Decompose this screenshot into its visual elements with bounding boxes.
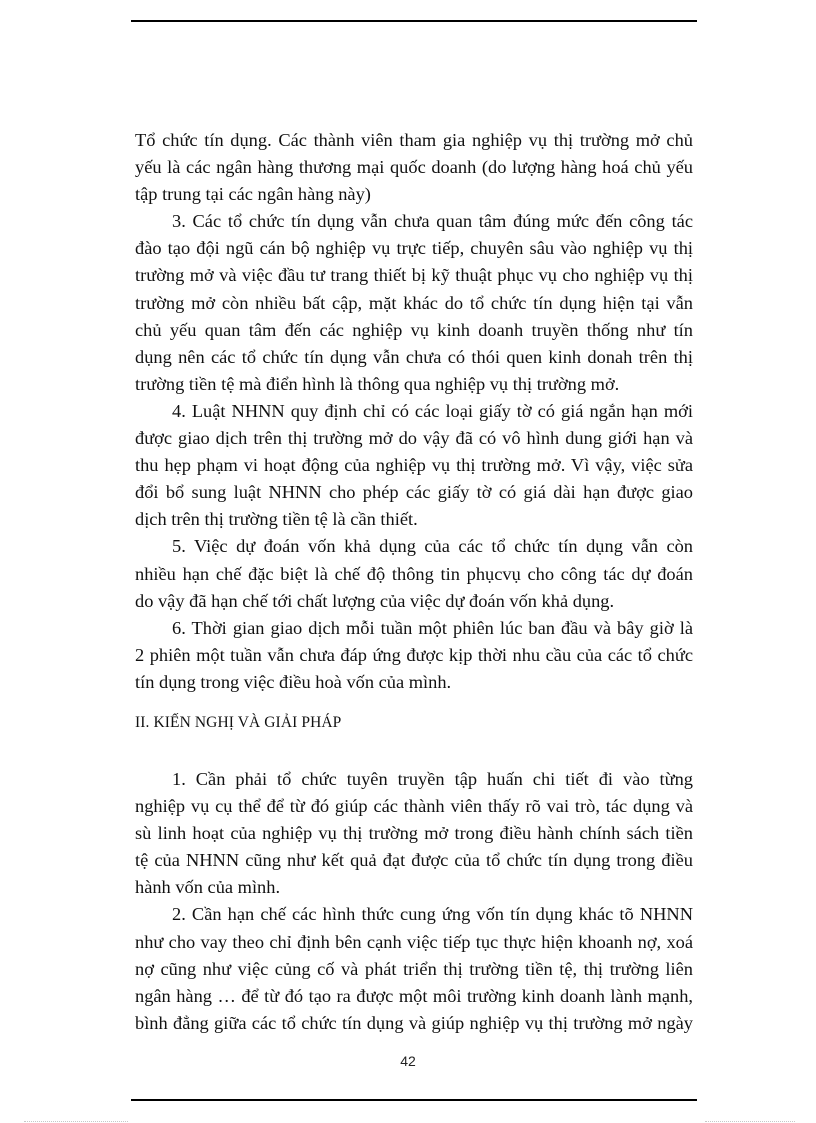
text-line: trường mở còn nhiều bất cập, mặt khác do tổ chức tín dụng hiện tại vẫn (135, 292, 693, 313)
text-line: hành vốn của mình. (135, 877, 281, 898)
text-line: đào tạo đội ngũ cán bộ nghiệp vụ trực tiếp, chuyên sâu vào nghiệp vụ thị (135, 238, 693, 259)
text-line: tập trung tại các ngân hàng này) (135, 184, 371, 205)
text-line: ngân hàng … để từ đó tạo ra được một môi trường kinh doanh lành mạnh, (135, 985, 693, 1006)
text-line: chủ yếu quan tâm đến các nghiệp vụ kinh doanh truyền thống như tín (135, 319, 693, 340)
section-heading: II. KIẾN NGHỊ VÀ GIẢI PHÁP (135, 713, 342, 731)
text-line: Tổ chức tín dụng. Các thành viên tham gia nghiệp vụ thị trường mở chủ (135, 130, 693, 150)
text-line: 5. Việc dự đoán vốn khả dụng của các tổ chức tín dụng vẫn còn (172, 536, 693, 557)
footer-rule (131, 1099, 697, 1101)
text-line: 4. Luật NHNN quy định chỉ có các loại giấy tờ có giá ngắn hạn mới (172, 400, 693, 421)
footer-dotted-rule-right (705, 1121, 795, 1122)
text-line: sù linh hoạt của nghiệp vụ thị trường mở trong điều hành chính sách tiền (135, 823, 693, 844)
text-line: nợ cũng như việc củng cố và phát triển thị trường tiền tệ, thị trường liên (135, 958, 693, 979)
text-line: trường mở và việc đầu tư trang thiết bị kỹ thuật phục vụ cho nghiệp vụ thị (135, 265, 693, 286)
text-line: 2 phiên một tuần vẫn chưa đáp ứng được kịp thời nhu cầu của các tổ chức (135, 644, 693, 665)
text-line: đổi bổ sung luật NHNN cho phép các giấy tờ có giá dài hạn được giao (135, 482, 693, 503)
text-line: yếu là các ngân hàng thương mại quốc doanh (do lượng hàng hoá chủ yếu (135, 157, 693, 178)
text-line: trường tiền tệ mà điển hình là thông qua nghiệp vụ thị trường mở. (135, 373, 620, 394)
page-body (135, 127, 693, 1037)
text-line: thu hẹp phạm vi hoạt động của nghiệp vụ thị trường mở. Vì vậy, việc sửa (135, 455, 693, 476)
intro-paragraph (135, 127, 693, 208)
paragraph-item-4 (135, 398, 693, 533)
text-line: 6. Thời gian giao dịch mỗi tuần một phiên lúc ban đầu và bây giờ là (172, 617, 693, 638)
text-line: nhiều hạn chế đặc biệt là chế độ thông tin phụcvụ cho công tác dự đoán (135, 563, 693, 584)
text-line: 3. Các tổ chức tín dụng vẫn chưa quan tâm đúng mức đến công tác (172, 211, 693, 232)
text-line: như cho vay theo chỉ định bên cạnh việc tiếp tục thực hiện khoanh nợ, xoá (135, 931, 693, 952)
paragraph-recommendation-2 (135, 901, 693, 1036)
header-rule (131, 20, 697, 22)
text-line: dịch trên thị trường tiền tệ là cần thiết. (135, 509, 418, 530)
text-line: do vậy đã hạn chế tới chất lượng của việc dự đoán vốn khả dụng. (135, 590, 615, 611)
text-line: bình đẳng giữa các tổ chức tín dụng và giúp nghiệp vụ thị trường mở ngày (135, 1012, 693, 1033)
paragraph-item-3 (135, 208, 693, 398)
paragraph-item-5 (135, 533, 693, 614)
text-line: 2. Cần hạn chế các hình thức cung ứng vốn tín dụng khác tõ NHNN (172, 904, 693, 925)
text-line: tệ của NHNN cũng như kết quả đạt được của tổ chức tín dụng trong điều (135, 850, 693, 871)
paragraph-recommendation-1 (135, 766, 693, 901)
text-line: 1. Cần phải tổ chức tuyên truyền tập huấn chi tiết đi vào từng (172, 768, 693, 789)
text-line: dụng nên các tổ chức tín dụng vẫn chưa có thói quen kinh donah trên thị (135, 346, 693, 367)
text-line: nghiệp vụ cụ thể để từ đó giúp các thành viên thấy rõ vai trò, tác dụng và (135, 796, 693, 817)
footer-dotted-rule-left (24, 1121, 128, 1122)
text-line: tín dụng trong việc điều hoà vốn của mình. (135, 671, 452, 692)
paragraph-item-6 (135, 615, 693, 696)
text-line: được giao dịch trên thị trường mở do vậy đã có vô hình dung giới hạn và (135, 428, 693, 449)
heading-spacer (135, 748, 693, 766)
page-number: 42 (400, 1053, 416, 1069)
